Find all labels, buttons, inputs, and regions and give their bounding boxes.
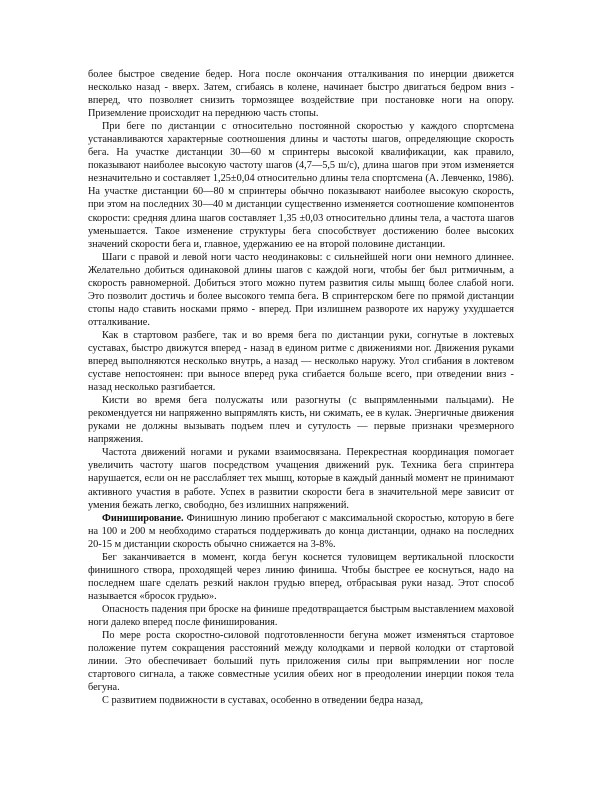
paragraph-fall-prevention: Опасность падения при броске на финише предотвращается быстрым выставлением маховой ноги далеко вперед после финиширования.	[88, 603, 514, 628]
paragraph-hands: Кисти во время бега полусжаты или разогнуты (с выпрямленными пальцами). Не рекомендуется ни напряженно выпрямлять кисть, ни сжимать, ее в кулак. Энергичные движения руками не должны вызывать подъем плеч и сутулость — первые признаки чрезмерного напряжения.	[88, 395, 514, 446]
paragraph-distance-running: При беге по дистанции с относительно постоянной скоростью у каждого спортсмена устанавливаются характерные соотношения длины и частоты шагов, определяющие скорость бега. На участке дистанции 30—60 м спринтеры высокой квалификации, как правило, показывают наиболее высокую частоту шагов (4,7—5,5 ш/с), длина шагов при этом изменяется незначительно и составляет 1,25±0,04 относительно длины тела спортсмена (А. Левченко, 1986). На участке дистанции 60—80 м спринтеры обычно показывают наиболее высокую скорость, при этом на последних 30—40 м дистанции существенно изменяется соотношение компонентов скорости: средняя длина шагов составляет 1,35 ±0,03 относительно длины тела, а частота шагов уменьшается. Такое изменение структуры бега способствует достижению более высоких значений скорости бега и, главное, удержанию ее на второй половине дистанции.	[88, 121, 514, 250]
paragraph-step-symmetry: Шаги с правой и левой ноги часто неодинаковы: с сильнейшей ноги они немного длиннее. Желательно добиться одинаковой длины шагов с каждой ноги, чтобы бег был ритмичным, а скорость равномерной. Добиться этого можно путем развития силы мышц более слабой ноги. Это позволит достичь и более высокого темпа бега. В спринтерском беге по прямой дистанции стопы надо ставить носками прямо - вперед. При излишнем развороте их наружу ухудшается отталкивание.	[88, 251, 514, 328]
paragraph-joint-mobility: С развитием подвижности в суставах, особенно в отведении бедра назад,	[102, 695, 424, 707]
paragraph-finishing	[88, 512, 514, 551]
paragraph-arm-movement: Как в стартовом разбеге, так и во время бега по дистанции руки, согнутые в локтевых суставах, быстро движутся вперед - назад в едином ритме с движениями ног. Движения руками вперед выполняются несколько внутрь, а назад — несколько наружу. Угол сгибания в локтевом суставе непостоянен: при выносе вперед рука сгибается больше всего, при отведении вниз - назад несколько разгибается.	[88, 329, 514, 394]
paragraph-run-phase: более быстрое сведение бедер. Нога после окончания отталкивания по инерции движется несколько назад - вверх. Затем, сгибаясь в колене, начинает быстро двигаться бедром вниз - вперед, что позволяет снизить тормозящее воздействие при постановке ноги на опору. Приземление происходит на переднюю часть стопы.	[88, 69, 514, 120]
finishing-text: Финишную линию пробегают с максимальной скоростью, которую в беге на 100 и 200 м необходимо стараться поддерживать до конца дистанции, однако на последних 20-15 м дистанции скорость обычно снижается на 3-8%.	[88, 512, 514, 550]
paragraph-finish-lunge: Бег заканчивается в момент, когда бегун коснется туловищем вертикальной плоскости финишного створа, проходящей через линию финиша. Чтобы быстрее ее коснуться, надо на последнем шаге сделать резкий наклон грудью вперед, отбрасывая руки назад. Этот способ называется «бросок грудью».	[88, 551, 514, 602]
finishing-heading: Финиширование.	[102, 512, 184, 524]
paragraph-coordination: Частота движений ногами и руками взаимосвязана. Перекрестная координация помогает увеличить частоту шагов посредством учащения движений рук. Техника бега спринтера нарушается, если он не расслабляет тех мышц, которые в каждый данный момент не принимают активного участия в работе. Успех в развитии скорости бега в значительной мере зависит от умения бежать легко, свободно, без излишних напряжений.	[88, 447, 514, 511]
paragraph-start-position: По мере роста скоростно-силовой подготовленности бегуна может изменяться стартовое положение путем сокращения расстояний между колодками и первой колодки от стартовой линии. Это обеспечивает больший путь приложения силы при выпрямлении ног после стартового сигнала, а также совместные усилия обеих ног в преодолении инерции покоя тела бегуна.	[88, 630, 514, 694]
